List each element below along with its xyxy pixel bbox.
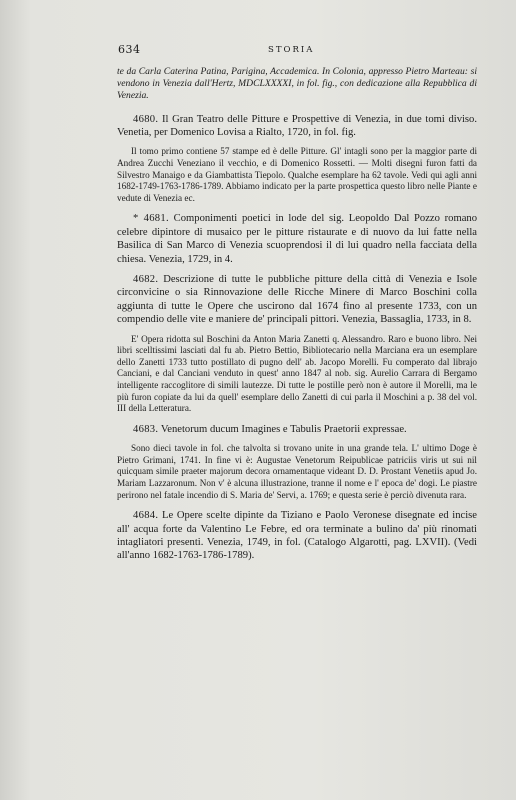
entry-number: 4682. xyxy=(133,274,159,286)
catalog-entry xyxy=(117,113,477,140)
catalog-entry xyxy=(117,273,477,327)
page-header xyxy=(118,43,476,57)
page-number: 634 xyxy=(118,43,141,56)
entry-text: Venetorum ducum Imagines e Tabulis Praetorii expressae. xyxy=(160,423,407,435)
entry-number: 4683. xyxy=(133,423,159,435)
entry-note: Il tomo primo contiene 57 stampe ed è delle Pitture. Gl' intagli sono per la maggior parte di Andrea Zucchi Veneziano il vecchio, e di Domenico Rossetti. — Molti disegni furon fatti da Silvestro Manaigo e da Giambattista Tiepolo. Qualche esemplare ha 62 tavole. Vedi qui agli anni 1682-1749-1763-1786-1789. Abbiamo indicato per la parte prospettica questo libro nelle Piante e vedute di Venezia ec. xyxy=(117,146,477,203)
entry-text: Componimenti poetici in lode del sig. Leopoldo Dal Pozzo romano celebre dipintore di musaico per le pitture ristaurate e di nuovo da lui fatte nella Basilica di San Marco di Venezia scuoprendosi il di lui quadro nella facciata della chiesa. Venezia, 1729, in 4. xyxy=(117,213,478,265)
entry-text: Il Gran Teatro delle Pitture e Prospettive di Venezia, in due tomi diviso. Venetia, per Domenico Lovisa a Rialto, 1720, in fol. fig. xyxy=(117,113,478,139)
entry-number: * 4681. xyxy=(133,213,169,225)
catalog-entry xyxy=(117,423,477,436)
running-title: STORIA xyxy=(268,45,315,55)
entry-text: Le Opere scelte dipinte da Tiziano e Paolo Veronese disegnate ed incise all' acqua forte da Valentino Le Febre, ed ora terminate a bulino da' più rinomati intagliatori presenti. Venezia, 1749, in fol. (Catalogo Algarotti, pag. LXVII). (Vedi all'anno 1682-1763-1786-1789). xyxy=(117,510,477,562)
catalog-entry xyxy=(117,212,477,266)
entry-number: 4684. xyxy=(133,510,159,522)
entry-number: 4680. xyxy=(133,113,159,125)
continued-text: te da Carla Caterina Patina, Parigina, Accademica. In Colonia, appresso Pietro Marteau: si vendono in Venezia dall'Hertz, MDCLXXXXI, in fol. fig., con dedicazione alla Repubblica di Venezia. xyxy=(117,66,477,102)
entry-text: Descrizione di tutte le pubbliche pitture della città di Venezia e Isole circonvicine o sia Rinnovazione delle Ricche Minere di Marco Boschini colla aggiunta di tutte le Opere che uscirono dal 1674 fino al presente 1733, con un compendio delle vite e maniere de' principali pittori. Venezia, Bassaglia, 1733, in 8. xyxy=(117,274,477,326)
entry-note: E' Opera ridotta sul Boschini da Anton Maria Zanetti q. Alessandro. Raro e buono libro. Nei libri scelltissimi lasciati dal fu ab. Pietro Bettio, Bibliotecario nella Marciana era un esemplare dello Zanetti 1733 tutto postillato di pugno dell' ab. Jacopo Morelli. Fu comperato dal librajo Canciani, e dal Canciani venduto in quest' anno 1847 al nob. sig. Aurelio Carrara di Bergamo intelligente raccoglitore di simili lautezze. Di tutte le postille però non è autore il Morelli, ma le più furon copiate da lui da quell' esemplare dello Zanetti di cui parla il Moschini a p. 38 del vol. III della Letteratura. xyxy=(117,333,477,414)
entry-note: Sono dieci tavole in fol. che talvolta si trovano unite in una grande tela. L' ultimo Doge è Pietro Grimani, 1741. In fine vi è: Augustae Venetorum Reipublicae patriciis viris ut sui nil quicquam simile praeter majorum decora ornamentaque videant D. D. Prostant Venetiis apud Jo. Mariam Lazzaronum. Non v' è alcuna illustrazione, tranne il nome e l' epoca de' dogi. Le piastre perirono nel fatale incendio di S. Maria de' Servi, a. 1769; e questa serie è perciò divenuta rara. xyxy=(117,443,477,500)
page-body xyxy=(117,66,477,570)
catalog-entry xyxy=(117,509,477,563)
